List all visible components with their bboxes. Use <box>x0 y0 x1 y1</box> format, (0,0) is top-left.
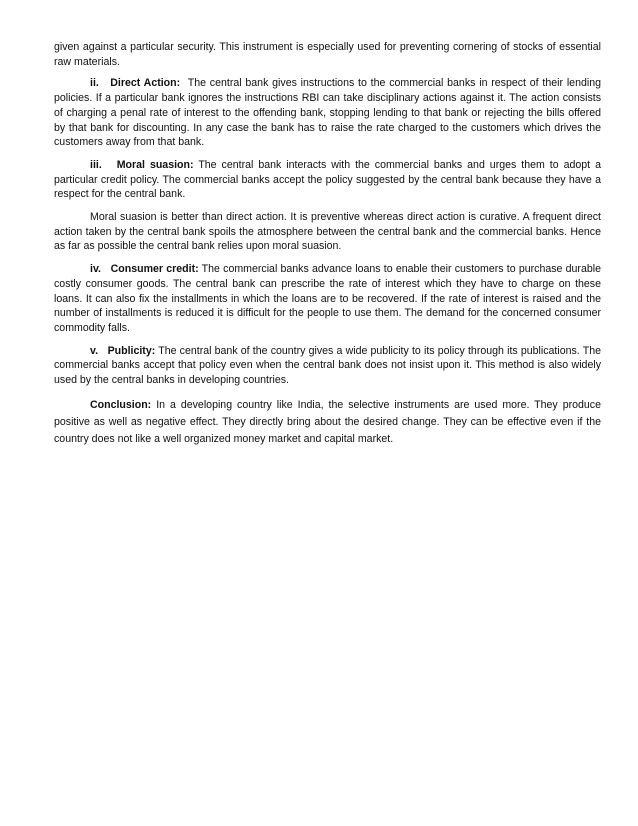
direct-action-heading: Direct Action: <box>110 77 181 90</box>
direct-action-paragraph <box>54 76 601 150</box>
publicity-text: The central bank of the country gives a wide publicity to its policy through its publications. The commercial banks accept that policy even when the central bank does not insist upon it. This method is also widely used by the central banks in developing countries. <box>54 344 601 387</box>
consumer-credit-paragraph <box>54 262 601 336</box>
moral-suasion-numeral: iii. <box>90 158 102 171</box>
intro-paragraph <box>54 40 601 69</box>
publicity-heading: Publicity: <box>107 344 156 357</box>
publicity-numeral: v. <box>90 344 99 357</box>
publicity-paragraph <box>54 344 601 388</box>
moral-suasion-note-paragraph <box>54 210 601 254</box>
conclusion-paragraph <box>54 397 601 449</box>
moral-suasion-heading: Moral suasion: <box>116 158 194 171</box>
consumer-credit-heading: Consumer credit: <box>110 263 199 276</box>
document-page <box>54 40 601 456</box>
moral-suasion-text: The central bank interacts with the commercial banks and urges them to adopt a particular credit policy. The commercial banks accept the policy suggested by the central bank because they have a respect for the central bank. <box>54 158 601 201</box>
moral-suasion-note-text: Moral suasion is better than direct action. It is preventive whereas direct action is curative. A frequent direct action taken by the central bank spoils the atmosphere between the central bank and the commercial banks. Hence as far as possible the central bank relies upon moral suasion. <box>54 211 601 253</box>
moral-suasion-paragraph <box>54 158 601 202</box>
conclusion-heading: Conclusion: <box>90 398 152 411</box>
direct-action-text: The central bank gives instructions to the commercial banks in respect of their lending policies. If a particular bank ignores the instructions RBI can take disciplinary actions against it. The action consists of charging a penal rate of interest to the offending bank, stopping lending to that bank or rejecting the bills offered by that bank for discounting. In any case the bank has to raise the rate charged to the customers which drives the customers away from that bank. <box>54 77 601 149</box>
direct-action-numeral: ii. <box>90 77 99 90</box>
consumer-credit-text: The commercial banks advance loans to enable their customers to purchase durable costly consumer goods. The central bank can prescribe the rate of interest which they have to charge on these loans. It can also fix the installments in which the loans are to be recovered. If the rate of interest is raised and the number of installments is reduced it is difficult for the people to use them. The demand for the concerned consumer commodity falls. <box>54 263 601 334</box>
intro-text: given against a particular security. This instrument is especially used for preventing cornering of stocks of essential raw materials. <box>54 41 601 68</box>
conclusion-text: In a developing country like India, the selective instruments are used more. They produce positive as well as negative effect. They directly bring about the desired change. They can be effective even if the country does not like a well organized money market and capital market. <box>54 398 601 446</box>
consumer-credit-numeral: iv. <box>90 263 101 276</box>
